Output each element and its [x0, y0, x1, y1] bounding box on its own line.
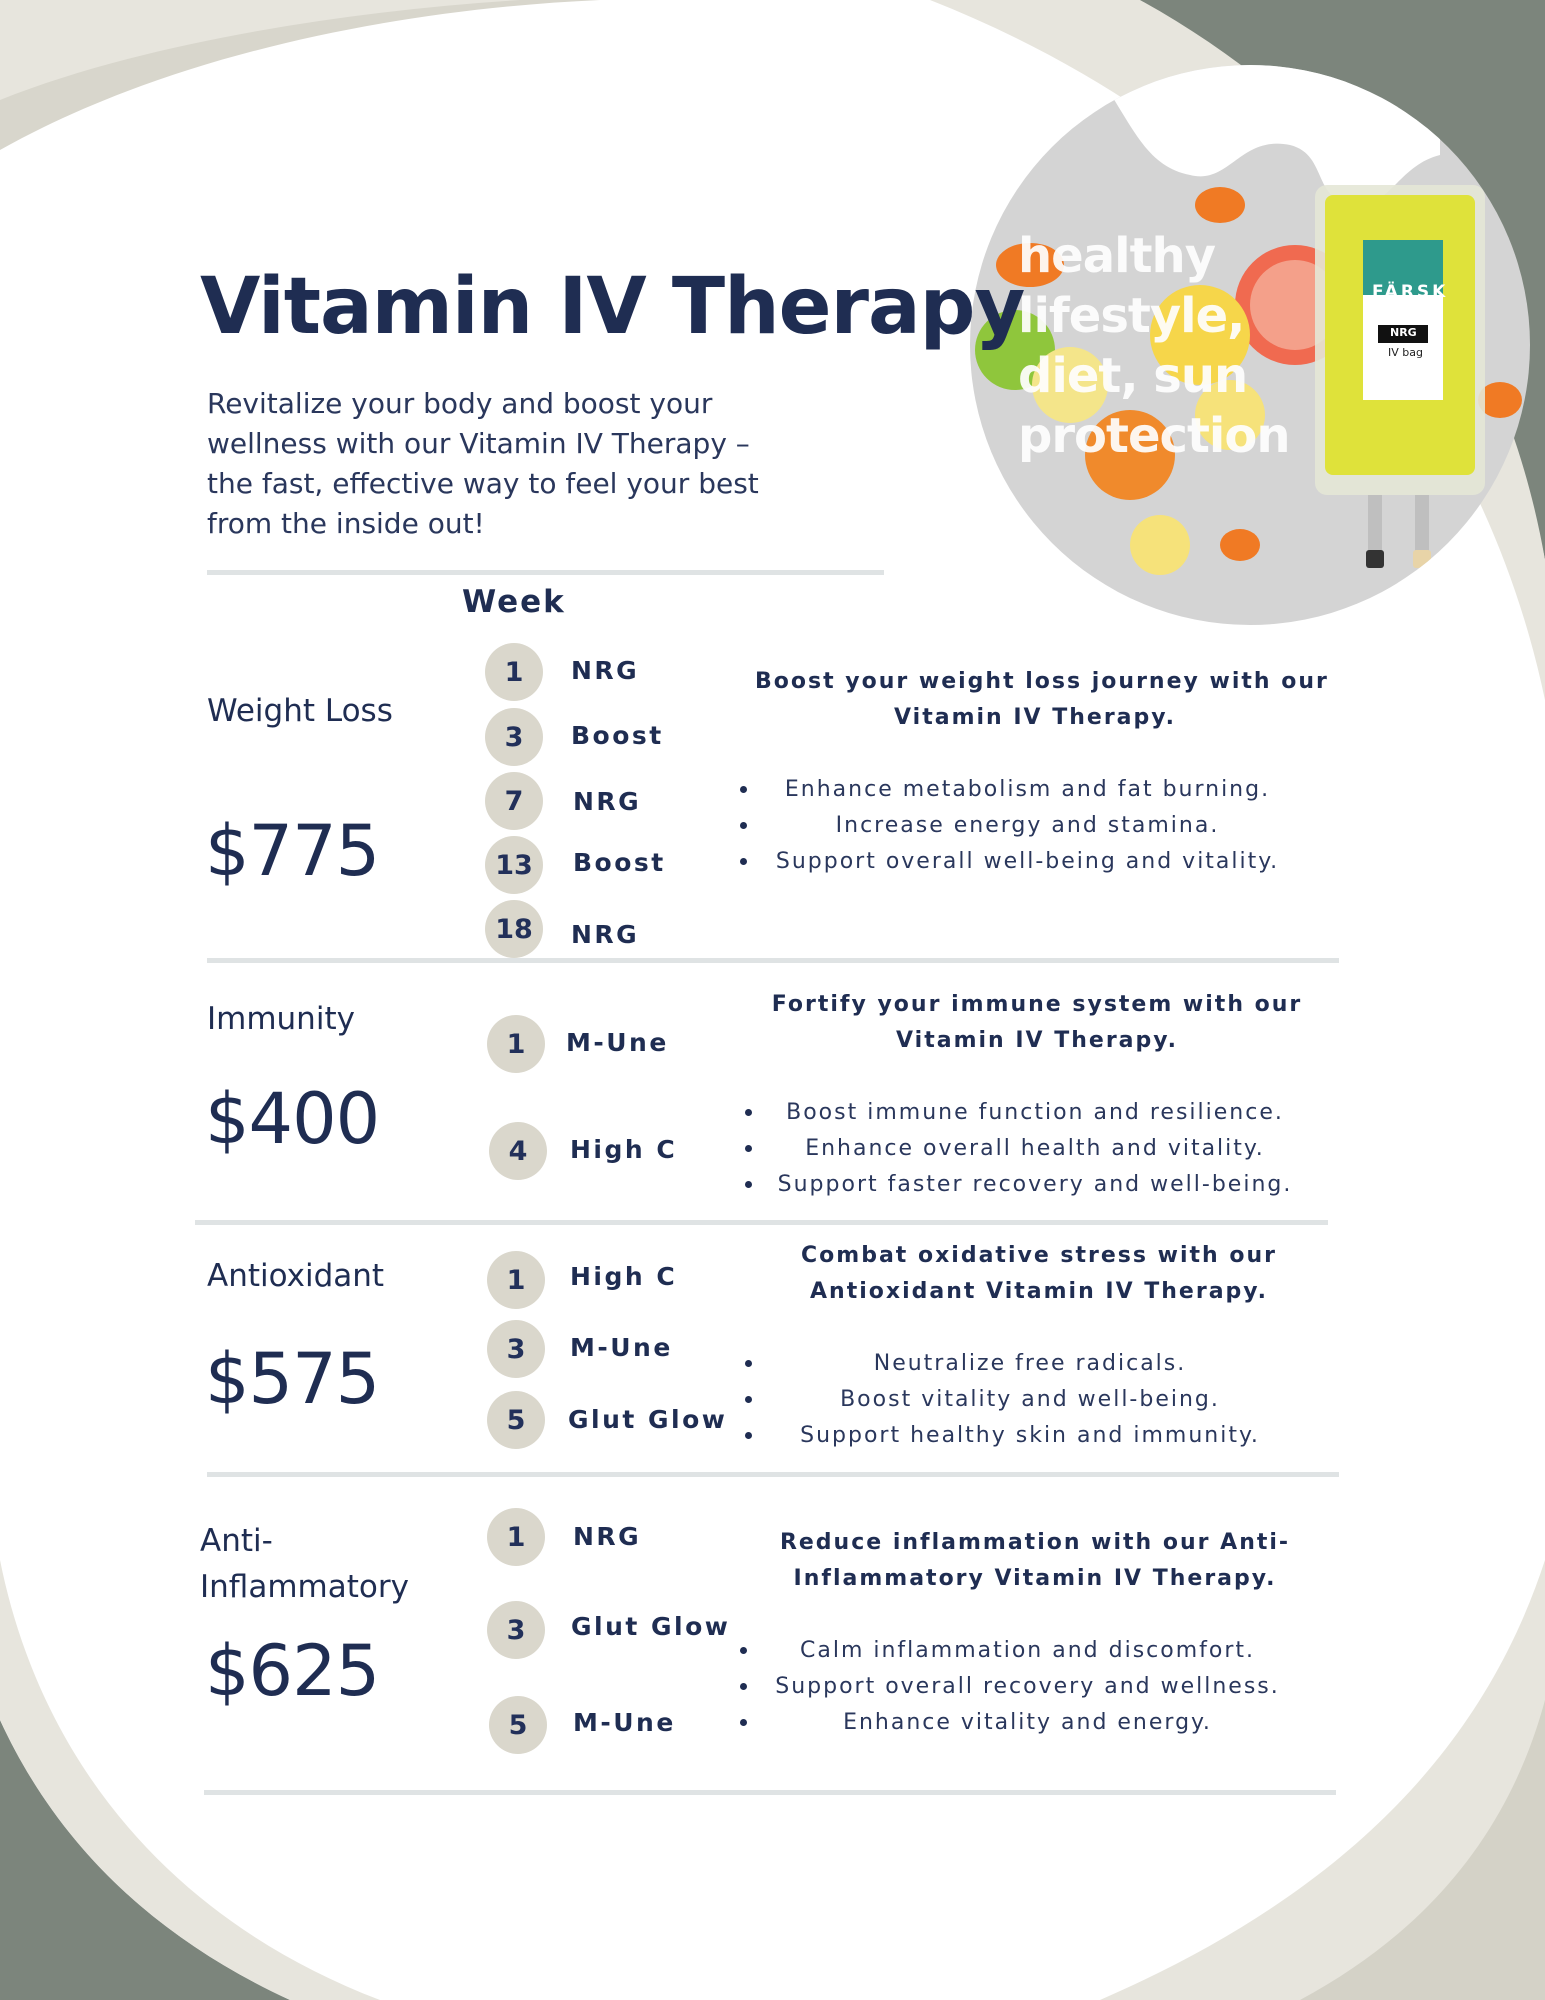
drip-name: M-Une — [573, 1708, 676, 1737]
hero-overlay-text: healthy lifestyle, diet, sun protection — [1018, 228, 1290, 464]
section-price: $575 — [205, 1338, 380, 1420]
drip-name: High C — [570, 1135, 678, 1164]
divider — [195, 1220, 1328, 1225]
drip-name: High C — [570, 1262, 678, 1291]
drip-name: Glut Glow — [568, 1405, 728, 1434]
section-price: $400 — [205, 1078, 380, 1160]
benefit-item: Boost immune function and resilience. — [745, 1095, 1325, 1131]
week-number: 1 — [487, 1015, 545, 1073]
benefit-item: Calm inflammation and discomfort. — [740, 1633, 1315, 1669]
week-number: 7 — [485, 772, 543, 830]
benefit-item: Neutralize free radicals. — [745, 1346, 1315, 1382]
benefit-item: Increase energy and stamina. — [740, 808, 1315, 844]
benefit-list — [740, 1633, 1315, 1741]
bag-type: IV bag — [1388, 346, 1423, 359]
section-headline: Combat oxidative stress with our Antioxidant Vitamin IV Therapy. — [801, 1243, 1277, 1304]
benefit-item: Support faster recovery and well-being. — [745, 1167, 1325, 1203]
benefit-item: Support healthy skin and immunity. — [745, 1418, 1315, 1454]
benefit-list — [745, 1346, 1315, 1454]
drip-name: M-Une — [566, 1028, 669, 1057]
benefit-item: Enhance vitality and energy. — [740, 1705, 1315, 1741]
benefit-list — [740, 772, 1315, 880]
section-headline: Reduce inflammation with our Anti- Inflammatory Vitamin IV Therapy. — [779, 1530, 1291, 1591]
section-headline: Fortify your immune system with our Vitamin IV Therapy. — [771, 992, 1303, 1053]
page-title: Vitamin IV Therapy — [200, 262, 1025, 352]
drip-name: Boost — [571, 721, 664, 750]
week-number: 4 — [489, 1122, 547, 1180]
section-headline: Boost your weight loss journey with our Vitamin IV Therapy. — [755, 669, 1329, 730]
divider — [204, 1790, 1336, 1795]
divider — [207, 958, 1339, 963]
section-price: $625 — [205, 1630, 380, 1712]
bag-brand: FÄRSK — [1372, 282, 1449, 302]
bag-product: NRG — [1390, 326, 1417, 339]
week-column-label: Week — [462, 584, 566, 620]
week-number: 1 — [487, 1251, 545, 1309]
benefit-item: Enhance metabolism and fat burning. — [740, 772, 1315, 808]
week-number: 3 — [487, 1601, 545, 1659]
drip-name: M-Une — [570, 1333, 673, 1362]
drip-name: NRG — [573, 787, 642, 816]
drip-name: Boost — [573, 848, 666, 877]
week-number: 5 — [489, 1696, 547, 1754]
divider — [207, 1472, 1339, 1477]
week-number: 1 — [487, 1508, 545, 1566]
week-number: 18 — [485, 900, 543, 958]
week-number: 1 — [485, 643, 543, 701]
week-number: 13 — [485, 836, 543, 894]
benefit-item: Enhance overall health and vitality. — [745, 1131, 1325, 1167]
drip-name: NRG — [573, 1522, 642, 1551]
week-number: 3 — [487, 1320, 545, 1378]
section-name: Anti- Inflammatory — [200, 1523, 409, 1605]
week-number: 5 — [487, 1391, 545, 1449]
benefit-list — [745, 1095, 1325, 1203]
drip-name: Glut Glow — [571, 1612, 731, 1641]
intro-text: Revitalize your body and boost your wellness with our Vitamin IV Therapy – the fast, effective way to feel your best from the inside out! — [207, 387, 759, 540]
drip-name: NRG — [571, 656, 640, 685]
section-name: Immunity — [207, 1001, 355, 1037]
divider — [207, 570, 884, 575]
section-price: $775 — [205, 810, 380, 892]
week-number: 3 — [485, 708, 543, 766]
drip-name: NRG — [571, 920, 640, 949]
section-name: Weight Loss — [207, 693, 393, 729]
benefit-item: Support overall recovery and wellness. — [740, 1669, 1315, 1705]
benefit-item: Boost vitality and well-being. — [745, 1382, 1315, 1418]
benefit-item: Support overall well-being and vitality. — [740, 844, 1315, 880]
section-name: Antioxidant — [207, 1258, 385, 1294]
